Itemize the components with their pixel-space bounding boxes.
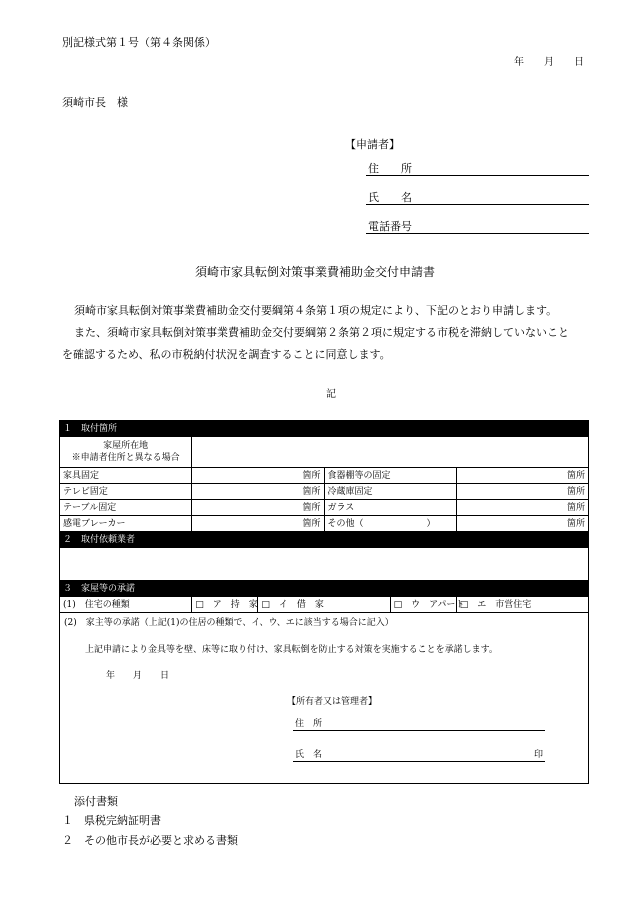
- item-fridge: 冷蔵庫固定: [324, 484, 456, 500]
- count-table[interactable]: 箇所: [192, 500, 324, 516]
- applicant-address-label: 住 所: [368, 162, 412, 175]
- body-paragraph-1: 須崎市家具転倒対策事業費補助金交付要綱第４条第１項の規定により、下記のとおり申請します。: [74, 304, 558, 317]
- contractor-input[interactable]: [60, 548, 589, 581]
- consent-cell: [60, 613, 589, 784]
- item-breaker: 感電ブレーカー: [60, 516, 192, 532]
- applicant-name-line[interactable]: [366, 204, 589, 205]
- location-label-line1: 家屋所在地: [103, 441, 149, 451]
- owner-name-label: 氏 名: [295, 750, 323, 760]
- count-other[interactable]: 箇所: [456, 516, 588, 532]
- body-paragraph-2-line-2: を確認するため、私の市税納付状況を調査することに同意します。: [62, 348, 391, 361]
- option-rented[interactable]: □ イ 借 家: [258, 597, 390, 613]
- owner-address-line[interactable]: [293, 730, 545, 731]
- section2-header: ２ 取付依頼業者: [60, 532, 589, 548]
- consent-text: 上記申請により金具等を壁、床等に取り付け、家具転倒を防止する対策を実施することを承諾します。: [85, 645, 498, 655]
- count-breaker[interactable]: 箇所: [192, 516, 324, 532]
- applicant-heading: 【申請者】: [345, 138, 400, 151]
- owner-name-line[interactable]: [293, 761, 545, 762]
- option-apartment[interactable]: □ ウ アパート: [390, 597, 456, 613]
- attachments-heading: 添付書類: [74, 795, 118, 808]
- ki-label: 記: [326, 389, 336, 400]
- applicant-name-label: 氏 名: [368, 191, 412, 204]
- item-other: その他（ ）: [324, 516, 456, 532]
- count-furniture[interactable]: 箇所: [192, 468, 324, 484]
- item-table: テーブル固定: [60, 500, 192, 516]
- consent-heading: (2) 家主等の承諾（上記(1)の住居の種類で、イ、ウ、エに該当する場合に記入）: [64, 618, 394, 628]
- form-title: 須崎市家具転倒対策事業費補助金交付申請書: [194, 265, 435, 279]
- owner-heading: 【所有者又は管理者】: [287, 697, 378, 707]
- housing-type-label: (1) 住宅の種類: [60, 597, 192, 613]
- location-input[interactable]: [192, 437, 589, 468]
- count-cupboard[interactable]: 箇所: [456, 468, 588, 484]
- count-fridge[interactable]: 箇所: [456, 484, 588, 500]
- owner-address-label: 住 所: [295, 719, 323, 729]
- application-table: [59, 420, 589, 784]
- addressee: 須崎市長 様: [62, 96, 128, 109]
- applicant-phone-line[interactable]: [366, 233, 589, 234]
- seal-mark: 印: [534, 750, 544, 760]
- date-line: 年 月 日: [514, 57, 584, 68]
- form-number: 別記様式第１号（第４条関係）: [62, 36, 216, 49]
- option-owned[interactable]: □ ア 持 家: [192, 597, 258, 613]
- section1-header: １ 取付箇所: [60, 421, 589, 437]
- count-tv[interactable]: 箇所: [192, 484, 324, 500]
- attachment-item-1: １ 県税完納証明書: [62, 814, 161, 827]
- location-label: [60, 437, 192, 468]
- item-glass: ガラス: [324, 500, 456, 516]
- applicant-address-line[interactable]: [366, 175, 589, 176]
- option-municipal[interactable]: □ エ 市営住宅: [456, 597, 588, 613]
- count-glass[interactable]: 箇所: [456, 500, 588, 516]
- item-tv: テレビ固定: [60, 484, 192, 500]
- applicant-phone-label: 電話番号: [368, 220, 412, 233]
- location-label-line2: ※申請者住所と異なる場合: [71, 453, 180, 463]
- body-paragraph-2-line-1: また、須崎市家具転倒対策事業費補助金交付要綱第２条第２項に規定する市税を滞納していないこと: [74, 326, 569, 339]
- consent-date[interactable]: 年 月 日: [106, 671, 170, 681]
- item-cupboard: 食器棚等の固定: [324, 468, 456, 484]
- attachment-item-2: ２ その他市長が必要と求める書類: [62, 834, 238, 847]
- section3-header: ３ 家屋等の承諾: [60, 581, 589, 597]
- item-furniture: 家具固定: [60, 468, 192, 484]
